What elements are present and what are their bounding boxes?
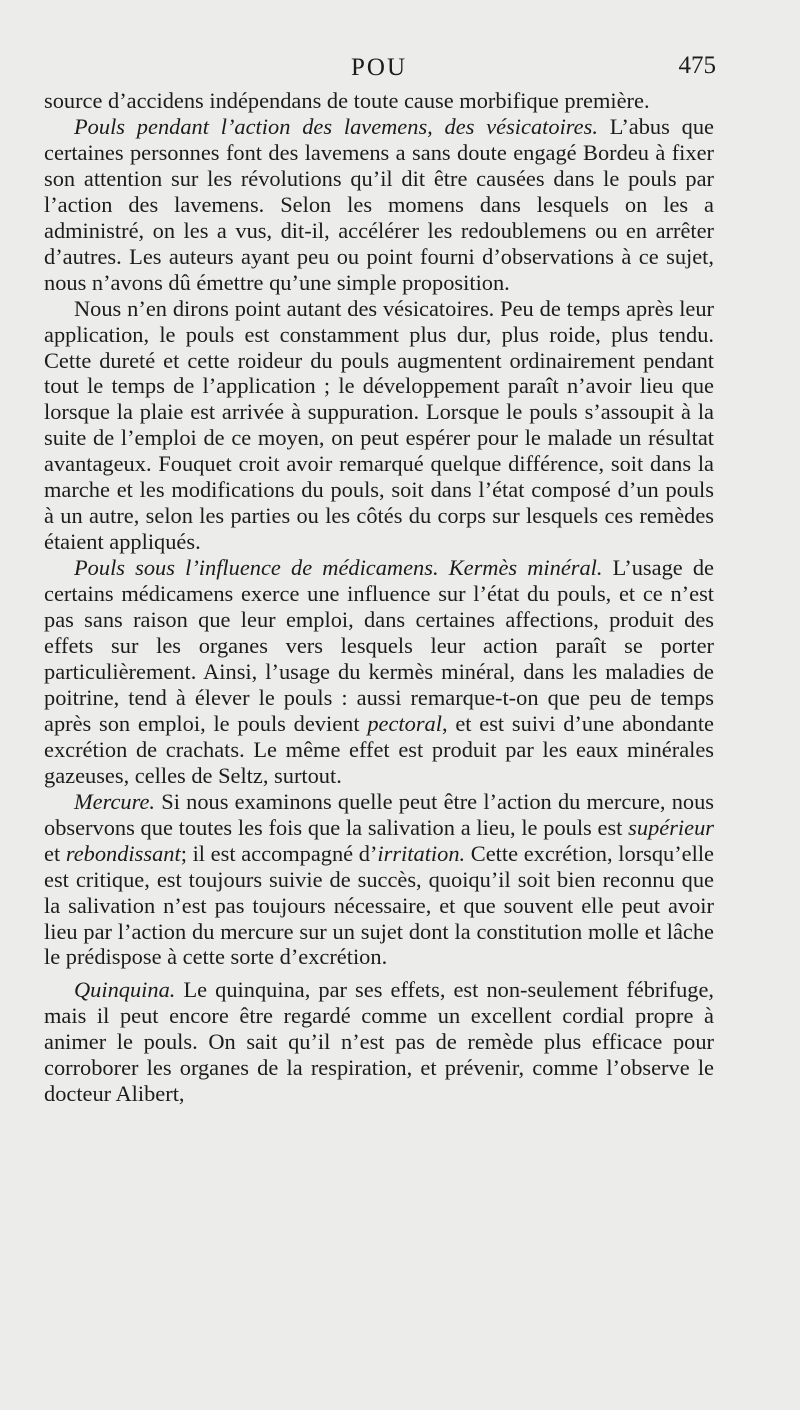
paragraph-text: et	[44, 840, 66, 866]
paragraph-vesicatoires	[44, 296, 714, 556]
emphasis-term: supérieur	[628, 814, 714, 840]
emphasis-term: irritation.	[377, 840, 466, 866]
section-heading: Quinquina.	[74, 977, 176, 1003]
page-number: 475	[678, 52, 716, 79]
emphasis-term: pectoral	[367, 710, 442, 736]
paragraph-text: L’abus que certaines personnes font des lavemens a sans doute engagé Bordeu à fixer son attention sur les révolutions qu’il dit être causées dans le pouls par l’action des lavemens. Selon les momens dans lesquels on les a administré, on les a vus, dit-il, accélérer les redoublemens ou en arrêter d’autres. Les auteurs ayant peu ou point fourni d’observations à ce sujet, nous n’avons dû émettre qu’une simple proposition.	[44, 113, 714, 295]
emphasis-term: rebondissant	[65, 840, 181, 866]
paragraph-text: source d’accidens indépendans de toute cause morbifique première.	[44, 88, 650, 113]
page-header	[44, 46, 714, 88]
paragraph-text: ; il est accompagné d’	[180, 840, 378, 866]
paragraph-text: Cette excrétion, lorsqu’elle est critique, est toujours suivie de succès, quoiqu’il soit bien reconnu que la salivation n’est pas toujours nécessaire, et que souvent elle peut avoir lieu par l’action du mercure sur un sujet dont la constitution molle et lâche le prédispose à cette sorte d’excrétion.	[44, 840, 714, 970]
paragraph-mercure	[44, 789, 714, 971]
body-text	[44, 88, 714, 1107]
section-heading: Pouls sous l’influence de médicamens. Kermès minéral.	[74, 555, 603, 581]
paragraph-quinquina	[44, 977, 714, 1107]
paragraph-text: L’usage de certains médicamens exerce une influence sur l’état du pouls, et ce n’est pas sans raison que leur emploi, dans certaines affections, produit des effets sur les organes vers lesquels leur action paraît se porter particulièrement. Ainsi, l’usage du kermès minéral, dans les maladies de poitrine, tend à élever le pouls : aussi remarque-t-on que peu de temps après son emploi, le pouls devient	[44, 555, 714, 736]
running-title: POU	[350, 54, 407, 81]
section-heading: Pouls pendant l’action des lavemens, des vésicatoires.	[74, 113, 598, 139]
paragraph-text: , et est suivi d’une abondante excrétion de crachats. Le même effet est produit par les eaux minérales gazeuses, celles de Seltz, surtout.	[44, 710, 714, 788]
section-heading: Mercure.	[74, 788, 156, 814]
paragraph-continuation	[44, 88, 714, 114]
paragraph-lavemens	[44, 114, 714, 296]
paragraph-text: Si nous examinons quelle peut être l’action du mercure, nous observons que toutes les fois que la salivation a lieu, le pouls est	[44, 788, 714, 840]
paragraph-medicamens	[44, 555, 714, 789]
paragraph-text: Le quinquina, par ses effets, est non-seulement fébrifuge, mais il peut encore être regardé comme un excellent cordial propre à animer le pouls. On sait qu’il n’est pas de remède plus efficace pour corroborer les organes de la respiration, et prévenir, comme l’observe le docteur Alibert,	[44, 977, 714, 1107]
paragraph-text: Nous n’en dirons point autant des vésicatoires. Peu de temps après leur application, le pouls est constamment plus dur, plus roide, plus tendu. Cette dureté et cette roideur du pouls augmentent ordinairement pendant tout le temps de l’application ; le développement paraît n’avoir lieu que lorsque la plaie est arrivée à suppuration. Lorsque le pouls s’assoupit à la suite de l’emploi de ce moyen, on peut espérer pour le malade un résultat avantageux. Fouquet croit avoir remarqué quelque différence, soit dans la marche et les modifications du pouls, soit dans l’état composé d’un pouls à un autre, selon les parties ou les côtés du corps sur lesquels ces remèdes étaient appliqués.	[44, 295, 714, 555]
